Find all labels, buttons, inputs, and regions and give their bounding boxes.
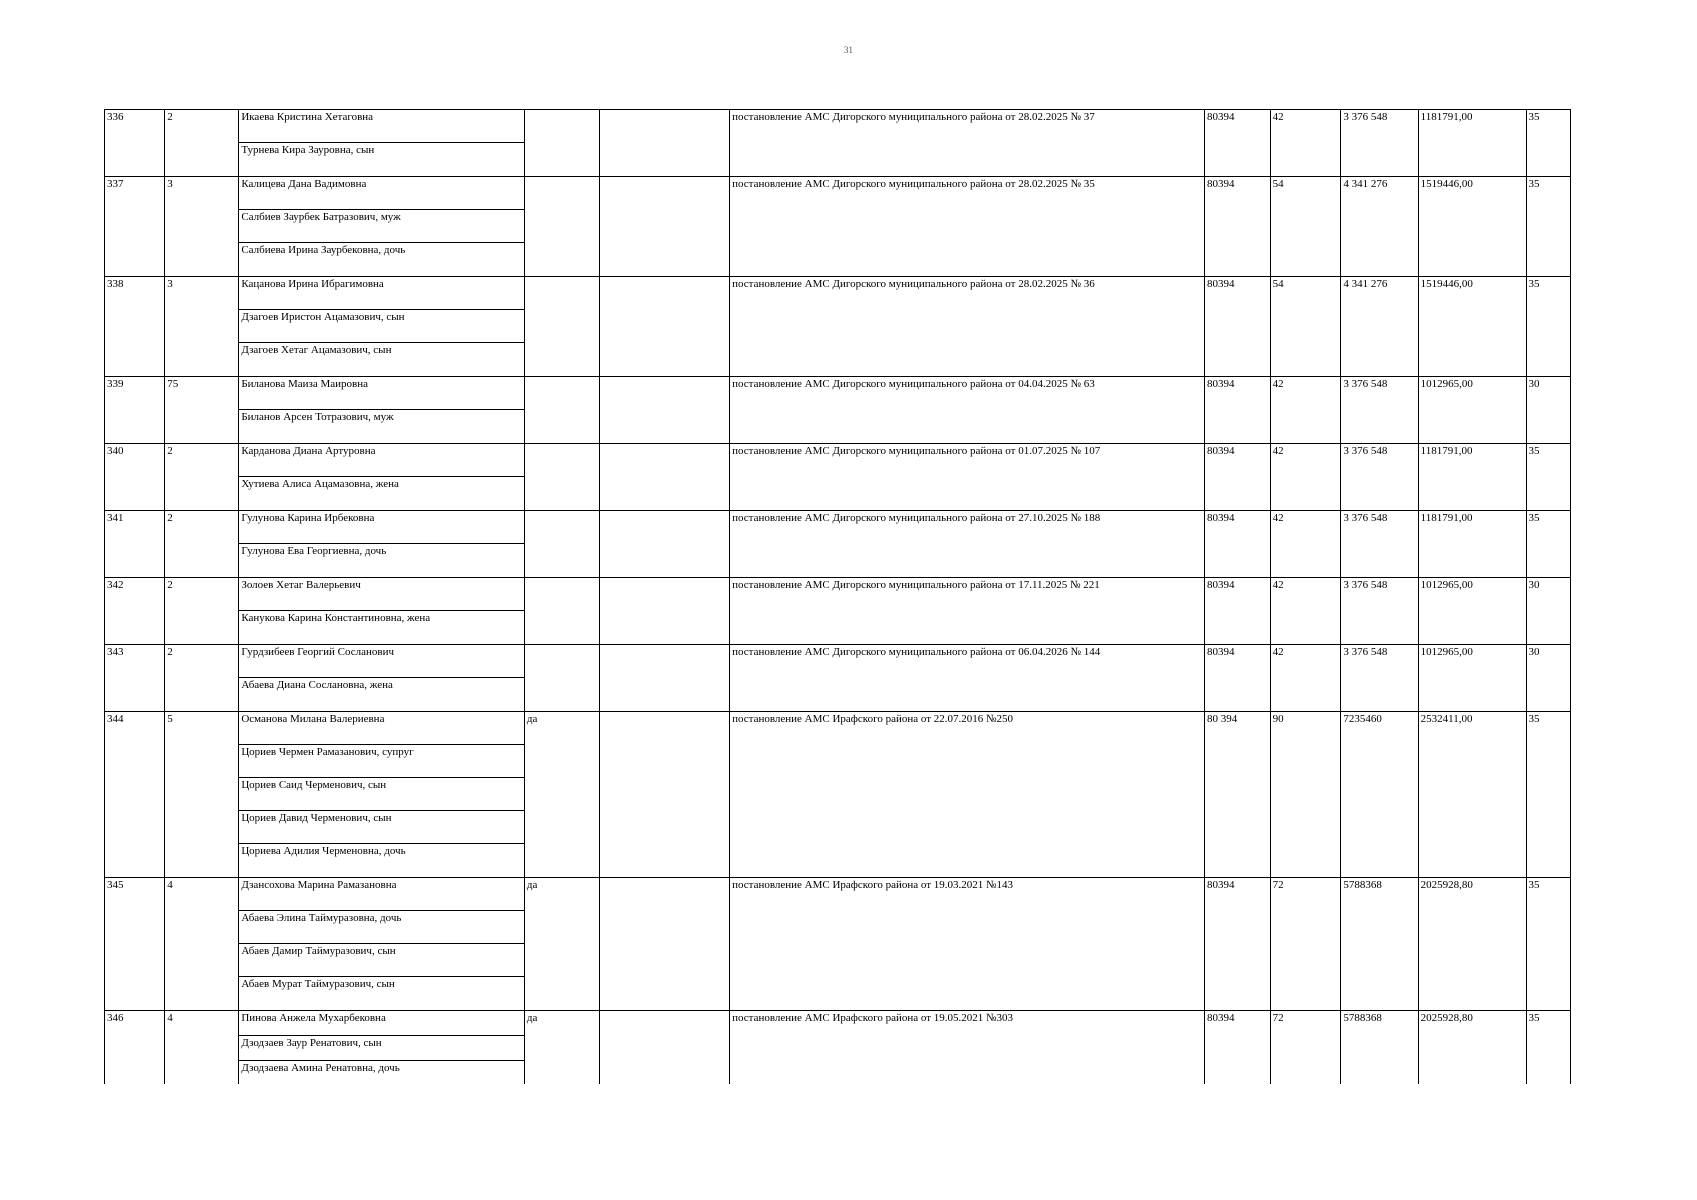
table-row [105,377,1571,444]
cell-members [239,578,525,645]
cell-subsidy: 1012965,00 [1418,377,1526,444]
family-member: Салбиева Ирина Заурбековна, дочь [241,244,406,256]
table-row [105,712,1571,878]
cell-decree: постановление АМС Дигорского муниципального района от 04.04.2025 № 63 [730,377,1205,444]
cell-family-count: 2 [165,511,239,578]
cell-area: 42 [1270,377,1341,444]
cell-percent: 35 [1526,277,1571,377]
registry-table [104,109,1571,1087]
cell-flag [524,277,599,377]
family-member: Канукова Карина Константиновна, жена [241,612,431,624]
cell-family-count: 2 [165,444,239,511]
cell-decree: постановление АМС Дигорского муниципального района от 01.07.2025 № 107 [730,444,1205,511]
family-member: Дзагоев Иристон Ацамазович, сын [239,310,524,343]
cell-area: 90 [1270,712,1341,878]
cell-area: 42 [1270,511,1341,578]
cell-number: 340 [105,444,165,511]
cell-members [239,712,525,878]
cell-blank [599,110,729,177]
cell-family-count: 3 [165,177,239,277]
cell-subsidy: 1181791,00 [1418,110,1526,177]
cell-flag [524,377,599,444]
cell-members [239,110,525,177]
cell-blank [599,377,729,444]
cell-area: 54 [1270,177,1341,277]
cell-cost-per-sqm: 80394 [1204,878,1270,1011]
family-member: Дзодзаева Амина Ренатовна, дочь [241,1062,400,1074]
cell-total-cost: 4 341 276 [1341,177,1418,277]
cell-percent: 30 [1526,377,1571,444]
cell-cost-per-sqm: 80394 [1204,645,1270,712]
cell-number: 343 [105,645,165,712]
cell-total-cost: 3 376 548 [1341,377,1418,444]
cell-total-cost: 3 376 548 [1341,578,1418,645]
cell-subsidy: 1181791,00 [1418,444,1526,511]
family-member: Абаева Элина Таймуразовна, дочь [239,911,524,944]
cell-area: 72 [1270,1011,1341,1087]
table-row [105,277,1571,377]
cell-cost-per-sqm: 80394 [1204,177,1270,277]
cell-decree: постановление АМС Ирафского района от 19.03.2021 №143 [730,878,1205,1011]
cell-subsidy: 2532411,00 [1418,712,1526,878]
cell-number: 336 [105,110,165,177]
family-member: Гулунова Ева Георгиевна, дочь [241,545,387,557]
cell-family-count: 3 [165,277,239,377]
family-member: Карданова Диана Артуровна [239,444,524,477]
cell-percent: 35 [1526,712,1571,878]
cell-cost-per-sqm: 80394 [1204,444,1270,511]
cell-decree: постановление АМС Дигорского муниципального района от 28.02.2025 № 36 [730,277,1205,377]
cell-members [239,177,525,277]
cell-subsidy: 2025928,80 [1418,878,1526,1011]
registry-body [105,110,1571,1087]
cell-flag [524,444,599,511]
cell-cost-per-sqm: 80394 [1204,1011,1270,1087]
cell-percent: 35 [1526,177,1571,277]
family-member: Турнева Кира Зауровна, сын [241,144,375,156]
cell-flag: да [524,712,599,878]
cell-subsidy: 1012965,00 [1418,645,1526,712]
family-member: Дзагоев Хетаг Ацамазович, сын [241,344,392,356]
table-row [105,578,1571,645]
cell-members [239,511,525,578]
cell-decree: постановление АМС Дигорского муниципального района от 28.02.2025 № 35 [730,177,1205,277]
cell-area: 72 [1270,878,1341,1011]
cell-total-cost: 7235460 [1341,712,1418,878]
family-member: Салбиев Заурбек Батразович, муж [239,210,524,243]
cell-number: 342 [105,578,165,645]
family-member: Икаева Кристина Хетаговна [239,110,524,143]
cell-percent: 35 [1526,1011,1571,1087]
cell-blank [599,878,729,1011]
cell-family-count: 4 [165,1011,239,1087]
table-row [105,444,1571,511]
page-bottom-margin [0,1084,1697,1200]
cell-area: 42 [1270,444,1341,511]
family-member: Абаев Мурат Таймуразович, сын [241,978,395,990]
table-row [105,645,1571,712]
table-row [105,177,1571,277]
cell-number: 344 [105,712,165,878]
family-member: Хутиева Алиса Ацамазовна, жена [241,478,399,490]
cell-blank [599,712,729,878]
cell-members [239,1011,525,1087]
family-member: Биланов Арсен Тотразович, муж [241,411,394,423]
family-member: Османова Милана Валериевна [239,712,524,745]
cell-family-count: 5 [165,712,239,878]
cell-family-count: 2 [165,645,239,712]
cell-blank [599,578,729,645]
family-member: Пинова Анжела Мухарбековна [239,1011,524,1036]
cell-area: 42 [1270,578,1341,645]
cell-total-cost: 4 341 276 [1341,277,1418,377]
cell-subsidy: 1519446,00 [1418,177,1526,277]
cell-area: 42 [1270,110,1341,177]
cell-family-count: 2 [165,578,239,645]
cell-flag [524,578,599,645]
family-member: Гулунова Карина Ирбековна [239,511,524,544]
cell-total-cost: 3 376 548 [1341,110,1418,177]
cell-cost-per-sqm: 80394 [1204,511,1270,578]
cell-number: 345 [105,878,165,1011]
cell-area: 54 [1270,277,1341,377]
cell-members [239,444,525,511]
cell-number: 338 [105,277,165,377]
cell-blank [599,277,729,377]
family-member: Дзансохова Марина Рамазановна [239,878,524,911]
family-member: Кацанова Ирина Ибрагимовна [239,277,524,310]
cell-cost-per-sqm: 80394 [1204,377,1270,444]
cell-decree: постановление АМС Дигорского муниципального района от 28.02.2025 № 37 [730,110,1205,177]
cell-decree: постановление АМС Ирафского района от 19.05.2021 №303 [730,1011,1205,1087]
cell-family-count: 2 [165,110,239,177]
cell-decree: постановление АМС Дигорского муниципального района от 17.11.2025 № 221 [730,578,1205,645]
cell-flag: да [524,1011,599,1087]
cell-percent: 35 [1526,878,1571,1011]
cell-blank [599,645,729,712]
cell-decree: постановление АМС Ирафского района от 22.07.2016 №250 [730,712,1205,878]
cell-members [239,645,525,712]
family-member: Калицева Дана Вадимовна [239,177,524,210]
family-member: Дзодзаев Заур Ренатович, сын [239,1036,524,1061]
cell-total-cost: 5788368 [1341,878,1418,1011]
table-row [105,1011,1571,1087]
cell-subsidy: 1012965,00 [1418,578,1526,645]
cell-members [239,277,525,377]
cell-number: 341 [105,511,165,578]
family-member: Цориев Давид Черменович, сын [239,811,524,844]
cell-flag: да [524,878,599,1011]
cell-total-cost: 3 376 548 [1341,444,1418,511]
cell-total-cost: 5788368 [1341,1011,1418,1087]
cell-number: 337 [105,177,165,277]
cell-blank [599,511,729,578]
family-member: Гурдзибеев Георгий Сосланович [239,645,524,678]
family-member: Цориева Адилия Черменовна, дочь [241,845,406,857]
cell-percent: 35 [1526,110,1571,177]
page-number: 31 [844,45,853,55]
cell-flag [524,511,599,578]
cell-flag [524,110,599,177]
cell-subsidy: 1519446,00 [1418,277,1526,377]
cell-flag [524,645,599,712]
cell-percent: 35 [1526,511,1571,578]
cell-blank [599,1011,729,1087]
table-row [105,110,1571,177]
family-member: Биланова Маиза Маировна [239,377,524,410]
family-member: Цориев Чермен Рамазанович, супруг [239,745,524,778]
cell-blank [599,177,729,277]
cell-members [239,377,525,444]
cell-members [239,878,525,1011]
cell-subsidy: 2025928,80 [1418,1011,1526,1087]
cell-number: 346 [105,1011,165,1087]
cell-decree: постановление АМС Дигорского муниципального района от 06.04.2026 № 144 [730,645,1205,712]
table-row [105,511,1571,578]
cell-subsidy: 1181791,00 [1418,511,1526,578]
cell-area: 42 [1270,645,1341,712]
cell-percent: 30 [1526,645,1571,712]
family-member: Абаев Дамир Таймуразович, сын [239,944,524,977]
cell-family-count: 75 [165,377,239,444]
cell-cost-per-sqm: 80394 [1204,277,1270,377]
cell-cost-per-sqm: 80394 [1204,578,1270,645]
cell-number: 339 [105,377,165,444]
cell-flag [524,177,599,277]
table-row [105,878,1571,1011]
cell-total-cost: 3 376 548 [1341,645,1418,712]
cell-percent: 30 [1526,578,1571,645]
cell-blank [599,444,729,511]
cell-cost-per-sqm: 80 394 [1204,712,1270,878]
cell-total-cost: 3 376 548 [1341,511,1418,578]
cell-decree: постановление АМС Дигорского муниципального района от 27.10.2025 № 188 [730,511,1205,578]
family-member: Золоев Хетаг Валерьевич [239,578,524,611]
cell-family-count: 4 [165,878,239,1011]
cell-percent: 35 [1526,444,1571,511]
cell-cost-per-sqm: 80394 [1204,110,1270,177]
family-member: Цориев Саид Черменович, сын [239,778,524,811]
family-member: Абаева Диана Сослановна, жена [241,679,393,691]
